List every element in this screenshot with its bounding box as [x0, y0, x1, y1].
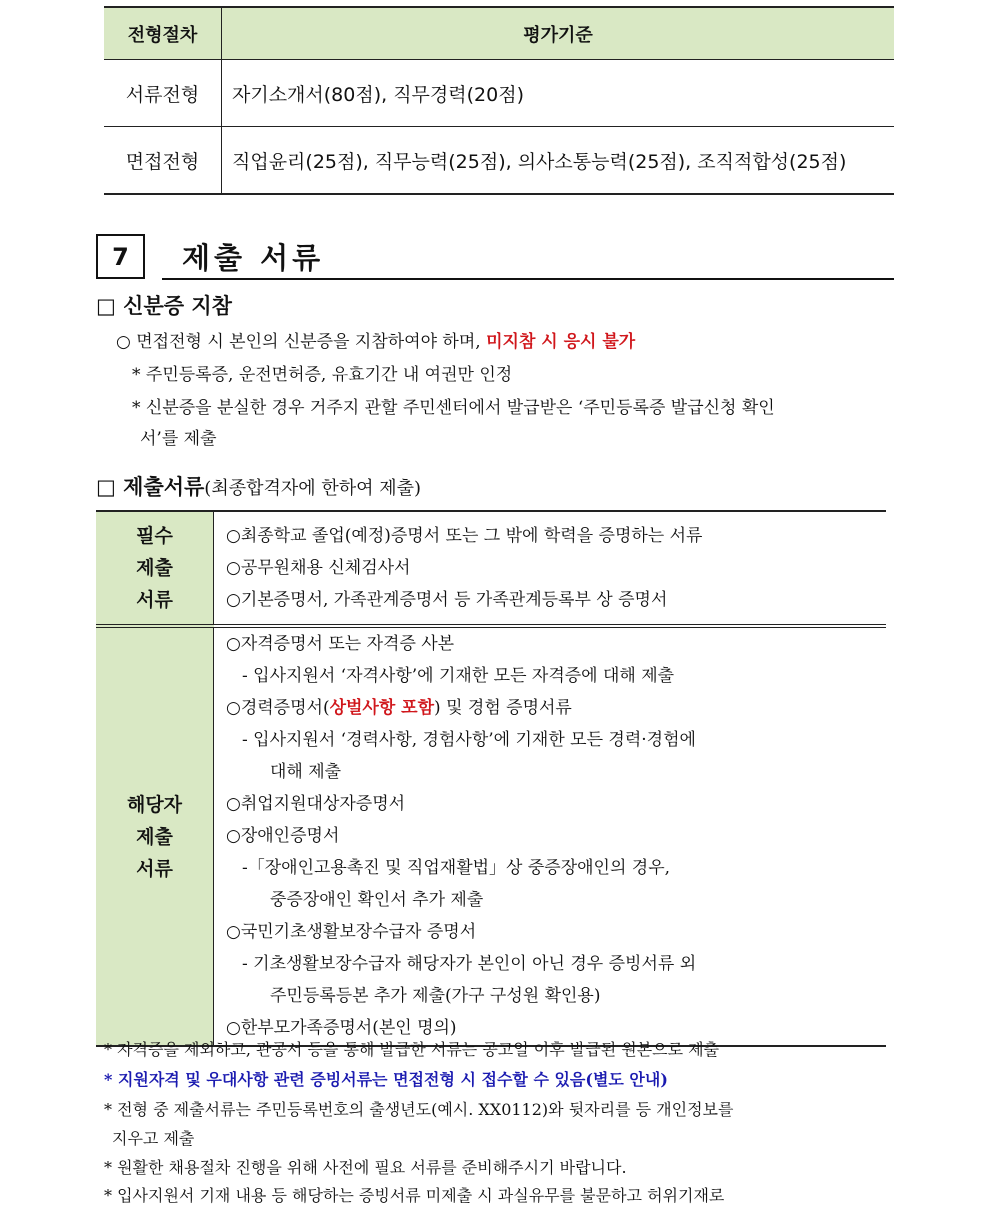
docs-heading-sub: (최종합격자에 한하여 제출)	[204, 478, 422, 499]
note-2: * 지원자격 및 우대사항 관련 증빙서류는 면접전형 시 접수할 수 있음(별도 안내)	[104, 1070, 668, 1089]
list-item: ○한부모가족증명서(본인 명의)	[226, 1018, 457, 1038]
section-title: 제출 서류	[182, 241, 325, 275]
list-item: ○최종학교 졸업(예정)증명서 또는 그 밖에 학력을 증명하는 서류	[226, 526, 703, 546]
list-item: ○공무원채용 신체검사서	[226, 558, 411, 578]
section-number: 7	[96, 234, 145, 279]
evaluation-table	[104, 6, 894, 195]
applicable-docs-label: 해당자 제출 서류	[96, 626, 214, 1046]
id-bullet-warning: 미지참 시 응시 불가	[486, 332, 636, 352]
list-item: -「장애인고용촉진 및 직업재활법」상 중증장애인의 경우,	[242, 858, 671, 878]
reward-penalty-note: 상벌사항 포함	[329, 698, 435, 718]
id-bullet-text: ○ 면접전형 시 본인의 신분증을 지참하여야 하며,	[116, 332, 487, 352]
procedure-interview: 면접전형	[104, 127, 222, 195]
list-item: 주민등록등본 추가 제출(가구 구성원 확인용)	[270, 986, 601, 1006]
required-docs-label: 필수 제출 서류	[96, 511, 214, 626]
applicable-docs-list	[214, 626, 887, 1046]
note-3b: 지우고 제출	[112, 1129, 195, 1148]
id-note-1: * 주민등록증, 운전면허증, 유효기간 내 여권만 인정	[132, 365, 513, 385]
evaluation-table-header	[104, 7, 894, 60]
criteria-interview: 직업윤리(25점), 직무능력(25점), 의사소통능력(25점), 조직적합성(25점)	[222, 127, 895, 195]
id-note-2b: 서’를 제출	[140, 429, 217, 449]
header-criteria: 평가기준	[222, 7, 895, 60]
id-note-2a: * 신분증을 분실한 경우 거주지 관할 주민센터에서 발급받은 ‘주민등록증 발급신청 확인	[132, 398, 775, 418]
header-procedure: 전형절차	[104, 7, 222, 60]
table-row	[104, 127, 894, 195]
docs-heading-title: □ 제출서류	[96, 475, 205, 499]
list-item: - 기초생활보장수급자 해당자가 본인이 아닌 경우 증빙서류 외	[242, 954, 697, 974]
list-item: ○국민기초생활보장수급자 증명서	[226, 922, 477, 942]
criteria-document: 자기소개서(80점), 직무경력(20점)	[222, 60, 895, 127]
required-docs-row	[96, 511, 886, 626]
id-bullet	[116, 327, 635, 352]
note-4: * 원활한 채용절차 진행을 위해 사전에 필요 서류를 준비해주시기 바랍니다.	[104, 1158, 627, 1177]
id-heading: □ 신분증 지참	[96, 294, 232, 318]
list-item: - 입사지원서 ‘자격사항’에 기재한 모든 자격증에 대해 제출	[242, 666, 675, 686]
list-item: ○취업지원대상자증명서	[226, 794, 406, 814]
table-row	[104, 60, 894, 127]
note-1: * 자격증을 제외하고, 관공서 등을 통해 발급한 서류는 공고일 이후 발급된 원본으로 제출	[104, 1040, 720, 1059]
list-item: ○기본증명서, 가족관계증명서 등 가족관계등록부 상 증명서	[226, 590, 668, 610]
list-item: ○자격증명서 또는 자격증 사본	[226, 634, 455, 654]
note-5: * 입사지원서 기재 내용 등 해당하는 증빙서류 미제출 시 과실유무를 불문하고 허위기재로	[104, 1186, 725, 1205]
applicable-docs-row	[96, 626, 886, 1046]
documents-table	[96, 510, 886, 1047]
docs-heading	[96, 471, 421, 501]
required-docs-list	[214, 511, 887, 626]
list-item: ○경력증명서(상벌사항 포함) 및 경험 증명서류	[226, 698, 572, 718]
list-item: 대해 제출	[270, 762, 342, 782]
list-item: ○장애인증명서	[226, 826, 340, 846]
list-item: 중증장애인 확인서 추가 제출	[270, 890, 484, 910]
section-divider	[162, 278, 894, 280]
procedure-document: 서류전형	[104, 60, 222, 127]
note-3a: * 전형 중 제출서류는 주민등록번호의 출생년도(예시. XX0112)와 뒷자리를 등 개인정보를	[104, 1100, 734, 1119]
list-item: - 입사지원서 ‘경력사항, 경험사항’에 기재한 모든 경력·경험에	[242, 730, 696, 750]
